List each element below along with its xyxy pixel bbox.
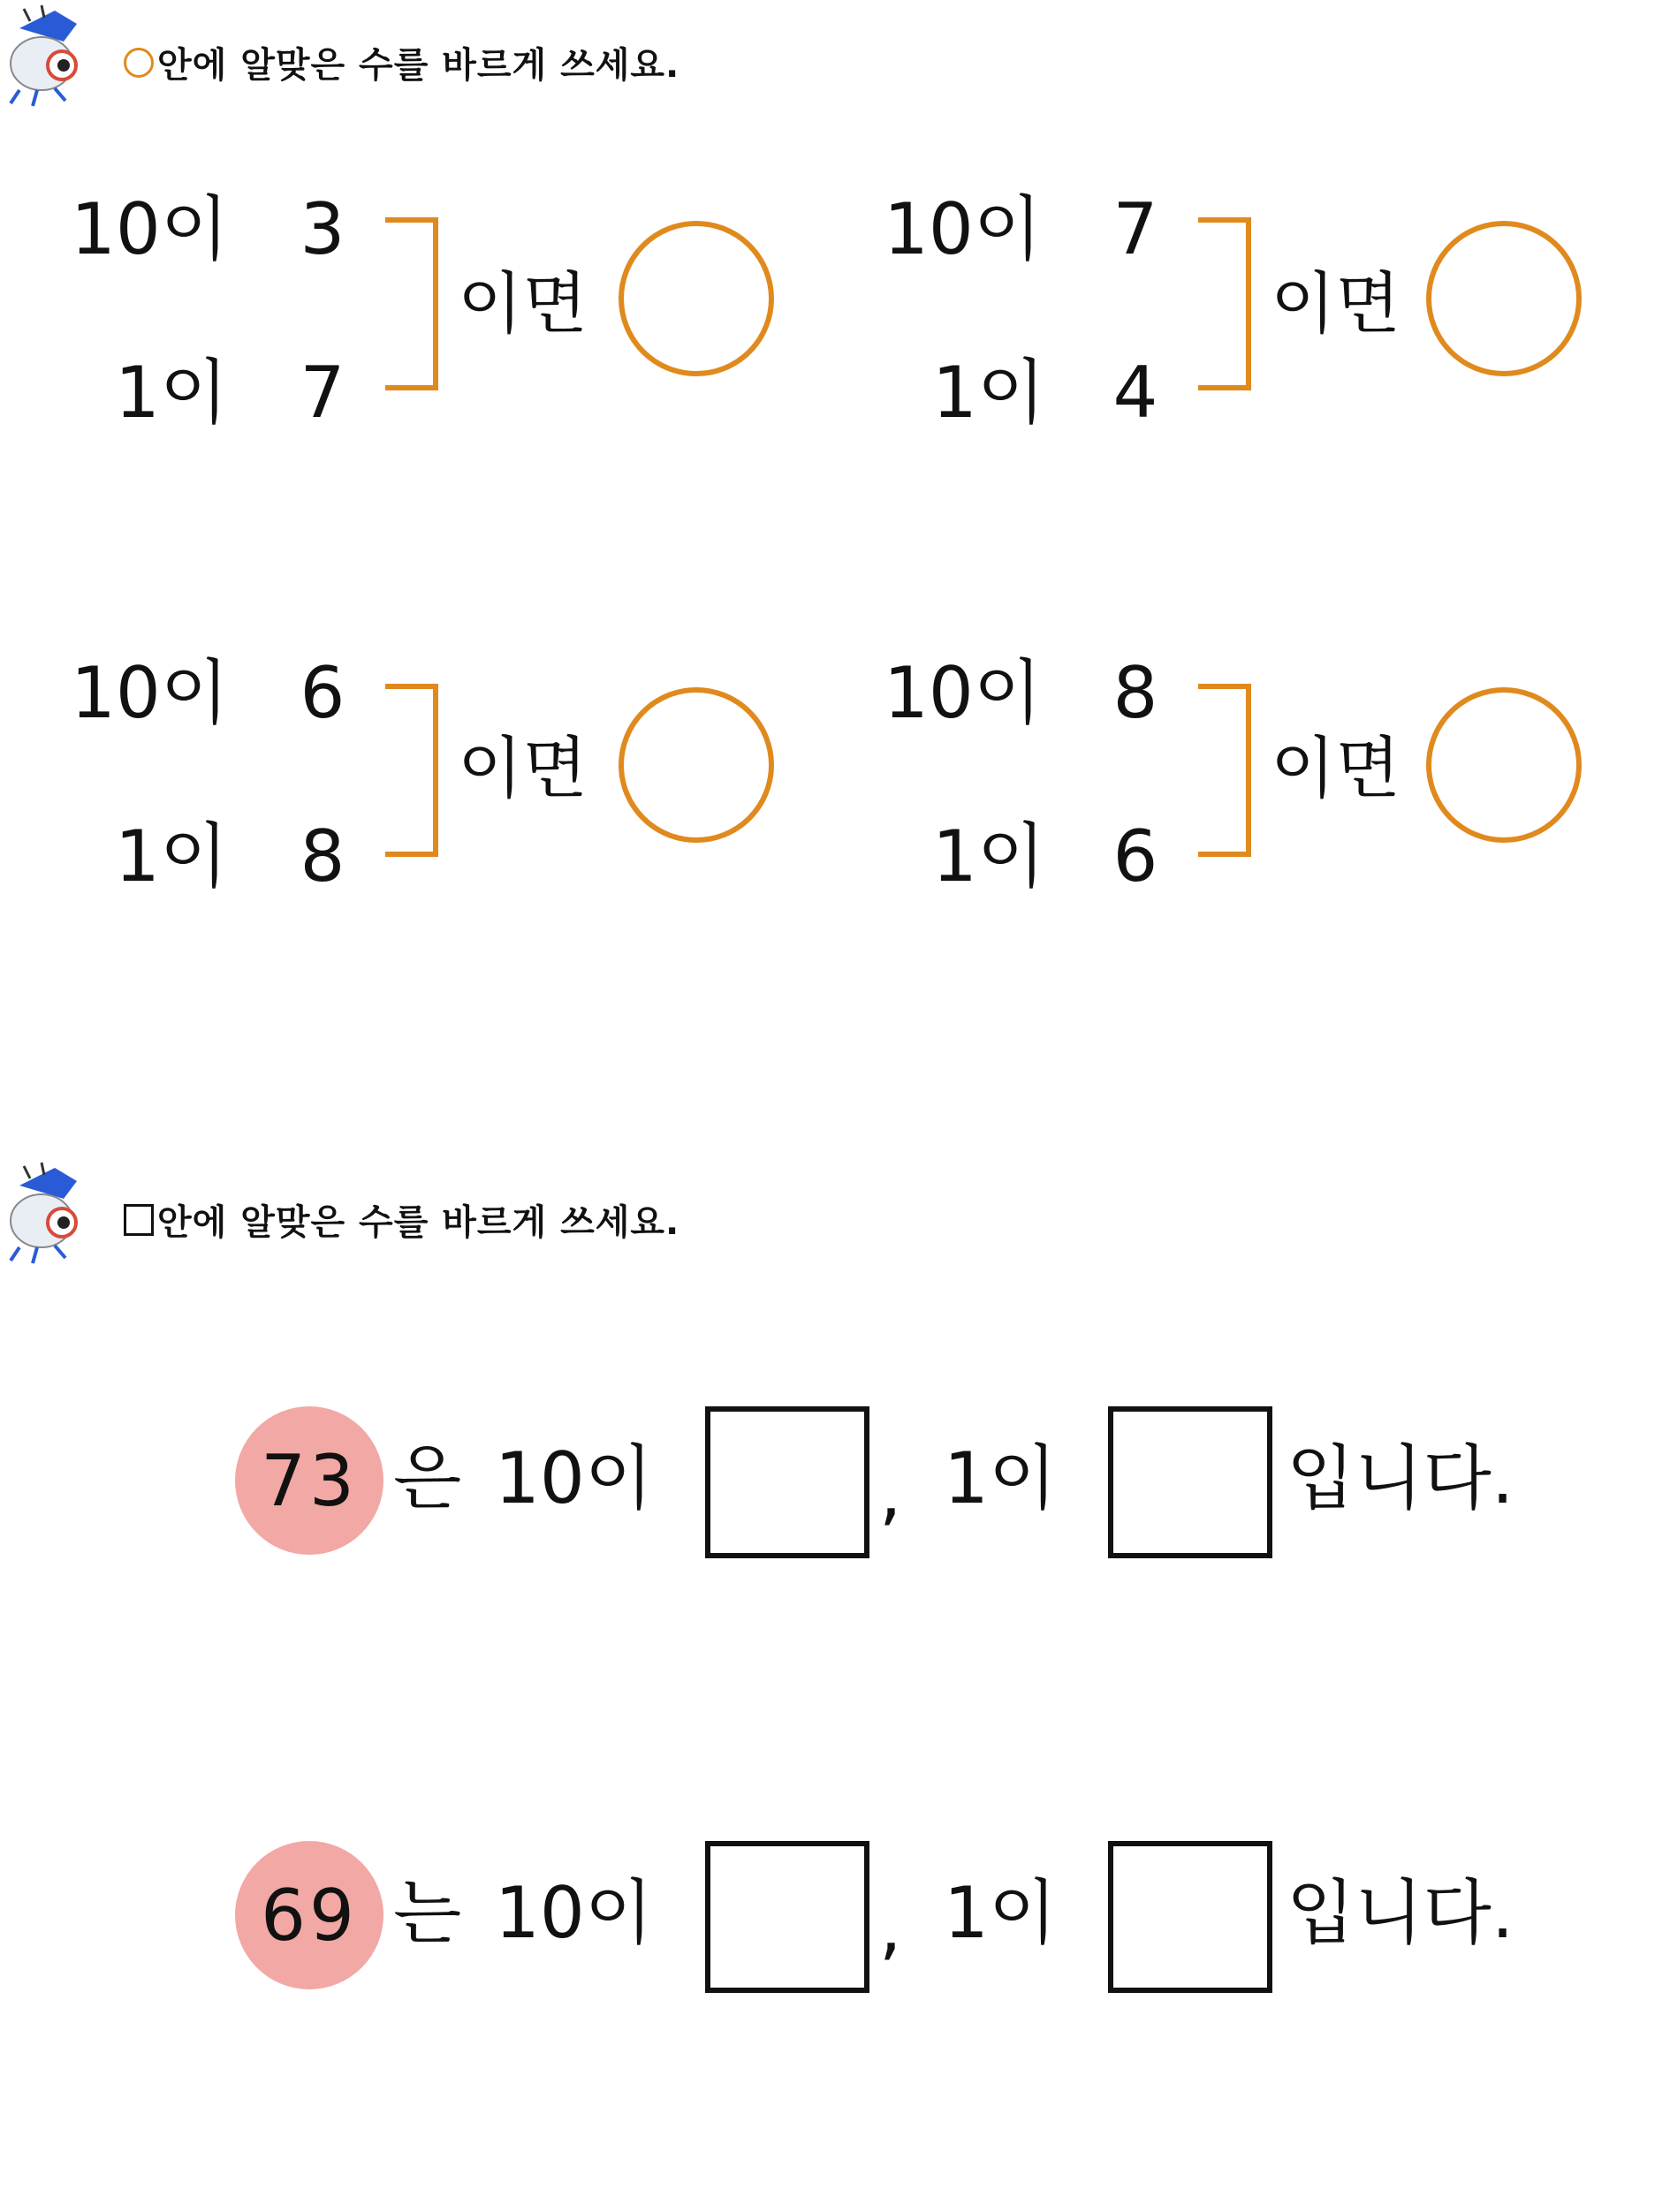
ones-value: 6 — [1112, 815, 1158, 898]
answer-circle[interactable] — [619, 687, 774, 843]
connector-text: 이면 — [1271, 264, 1401, 343]
ending-text: 입니다. — [1287, 1437, 1514, 1519]
number-badge: 73 — [235, 1406, 383, 1555]
tens-answer-box[interactable] — [705, 1406, 869, 1558]
particle-text: 은 — [393, 1437, 462, 1519]
ending-text: 입니다. — [1287, 1872, 1514, 1954]
ones-label: 1이 — [932, 352, 1046, 434]
ones-value: 4 — [1112, 352, 1158, 434]
number-badge: 69 — [235, 1841, 383, 1989]
instruction-1 — [124, 37, 679, 87]
instruction-2-text: 안에 알맞은 수를 바르게 쓰세요. — [157, 1202, 680, 1243]
tens-value: 7 — [1112, 188, 1158, 270]
tens-label: 10이 — [884, 188, 1043, 270]
answer-circle[interactable] — [619, 221, 774, 376]
square-symbol-icon — [124, 1204, 154, 1236]
tens-label: 10이 — [495, 1437, 654, 1519]
answer-circle[interactable] — [1426, 687, 1582, 843]
tens-label: 10이 — [495, 1872, 654, 1954]
tens-value: 8 — [1112, 652, 1158, 734]
particle-text: 는 — [393, 1872, 462, 1954]
ones-value: 8 — [300, 815, 345, 898]
ones-label: 1이 — [115, 815, 229, 898]
connector-text: 이면 — [1271, 729, 1401, 807]
ones-label: 1이 — [932, 815, 1046, 898]
ones-label: 1이 — [115, 352, 229, 434]
tens-label: 10이 — [71, 652, 230, 734]
answer-circle[interactable] — [1426, 221, 1582, 376]
instruction-2 — [124, 1194, 679, 1245]
ones-label: 1이 — [944, 1872, 1058, 1954]
tens-value: 6 — [300, 652, 345, 734]
comma-text: , — [879, 1451, 902, 1534]
orange-bracket — [1198, 684, 1251, 857]
orange-bracket — [1198, 217, 1251, 390]
tens-label: 10이 — [71, 188, 230, 270]
circle-symbol-icon — [124, 48, 154, 78]
ones-answer-box[interactable] — [1108, 1841, 1272, 1993]
tens-value: 3 — [300, 188, 345, 270]
instruction-1-text: 안에 알맞은 수를 바르게 쓰세요. — [157, 45, 680, 86]
ones-label: 1이 — [944, 1437, 1058, 1519]
mascot-icon — [2, 1159, 90, 1265]
mascot-icon — [2, 2, 90, 108]
orange-bracket — [385, 217, 438, 390]
ones-answer-box[interactable] — [1108, 1406, 1272, 1558]
tens-label: 10이 — [884, 652, 1043, 734]
connector-text: 이면 — [458, 729, 588, 807]
comma-text: , — [879, 1886, 902, 1968]
connector-text: 이면 — [458, 264, 588, 343]
orange-bracket — [385, 684, 438, 857]
tens-answer-box[interactable] — [705, 1841, 869, 1993]
ones-value: 7 — [300, 352, 345, 434]
